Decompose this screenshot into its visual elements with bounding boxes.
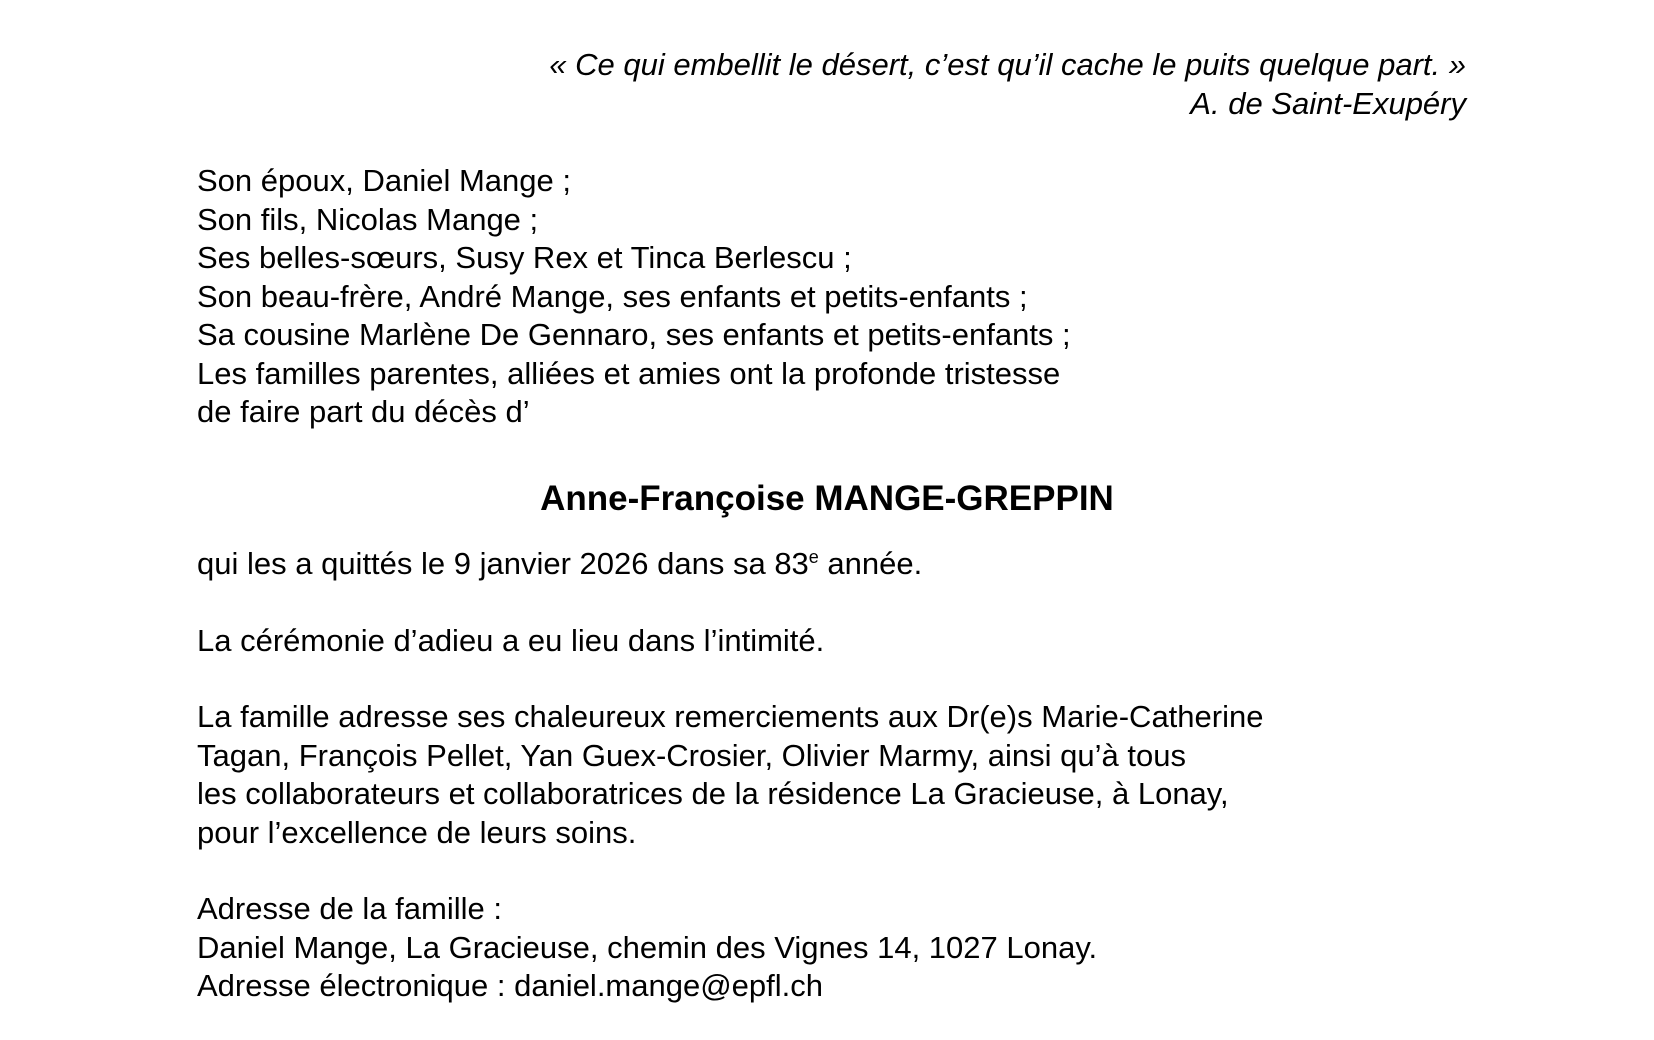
family-line: Son fils, Nicolas Mange ; [197,201,539,237]
family-line: Les familles parentes, alliées et amies ont la profonde tristesse [197,355,1061,391]
family-line: de faire part du décès d’ [197,394,530,429]
thanks-line: Tagan, François Pellet, Yan Guex-Crosier, Olivier Marmy, ainsi qu’à tous [197,737,1186,773]
family-line: Sa cousine Marlène De Gennaro, ses enfants et petits-enfants ; [197,317,1071,352]
family-list [197,162,1071,432]
thanks-line: pour l’excellence de leurs soins. [197,814,637,850]
epigraph [549,46,1466,123]
address-heading: Adresse de la famille : [197,891,502,926]
deceased-name: Anne-Françoise MANGE-GREPPIN [540,479,1114,518]
passing-line [197,545,922,584]
email-label: Adresse électronique : [197,968,515,1003]
thanks-paragraph [197,698,1263,852]
address-block [197,890,1097,1006]
epigraph-quote: « Ce qui embellit le désert, c’est qu’il cache le puits quelque part. » [549,47,1466,82]
thanks-line: La famille adresse ses chaleureux remerciements aux Dr(e)s Marie-Catherine [197,699,1264,734]
ordinal-superscript: e [808,547,819,567]
ceremony-line: La cérémonie d’adieu a eu lieu dans l’intimité. [197,623,825,658]
epigraph-author: A. de Saint-Exupéry [1190,85,1466,121]
email-link[interactable]: daniel.mange@epfl.ch [514,968,824,1003]
family-line: Ses belles-sœurs, Susy Rex et Tinca Berlescu ; [197,240,852,275]
family-line: Son beau-frère, André Mange, ses enfants et petits-enfants ; [197,278,1028,314]
passing-text-end: année. [818,546,923,581]
thanks-line: les collaborateurs et collaboratrices de la résidence La Gracieuse, à Lonay, [197,776,1229,811]
passing-text: qui les a quittés le 9 janvier 2026 dans sa 83 [197,546,809,581]
email-line [197,967,1097,1006]
address-line: Daniel Mange, La Gracieuse, chemin des Vignes 14, 1027 Lonay. [197,929,1098,965]
family-line: Son époux, Daniel Mange ; [197,163,571,198]
